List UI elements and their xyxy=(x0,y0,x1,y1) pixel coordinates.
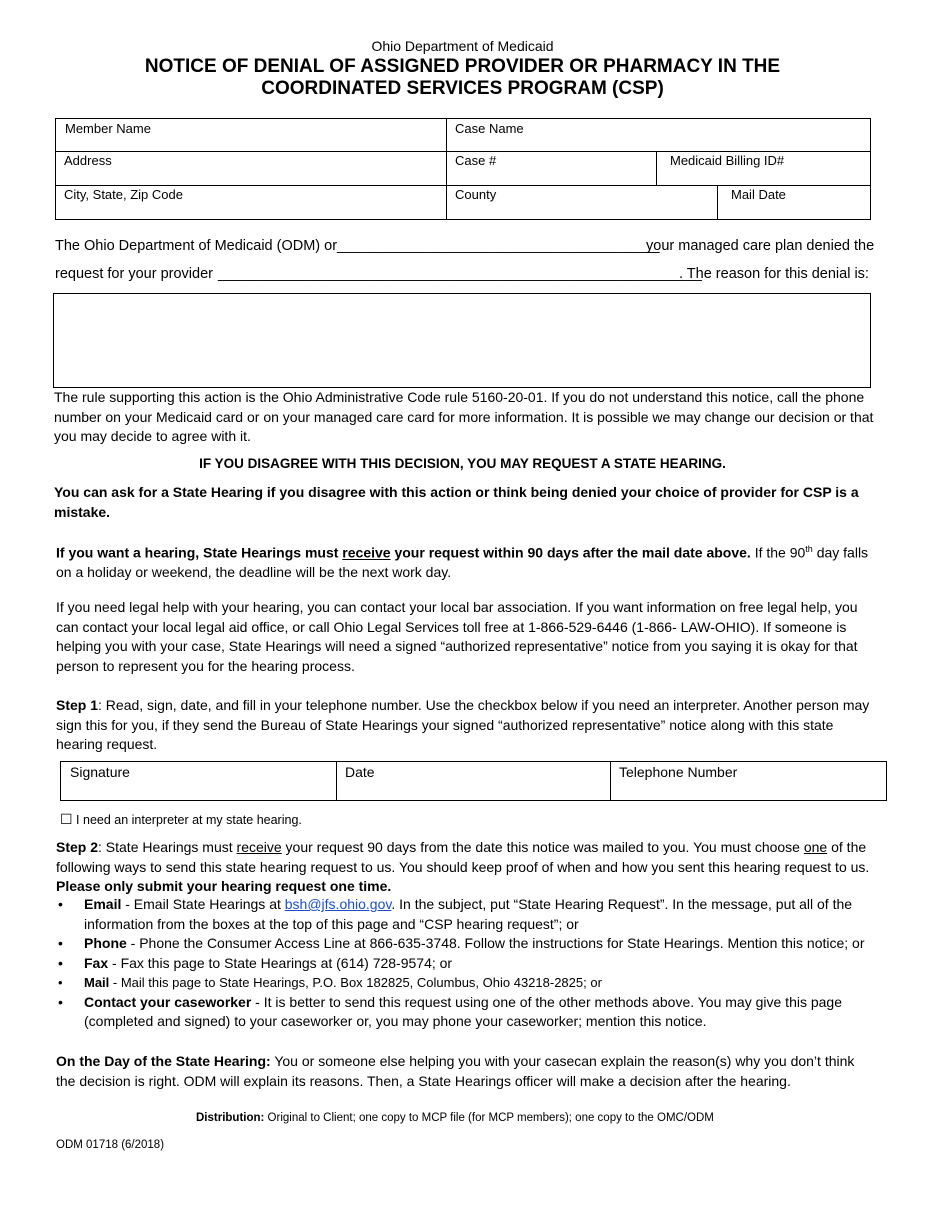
step2-text-a: : State Hearings must xyxy=(98,839,237,855)
bullet-icon: • xyxy=(58,935,63,951)
day-of-hearing-paragraph xyxy=(56,1052,876,1091)
step2-one: one xyxy=(803,839,828,855)
denial-reason-box[interactable] xyxy=(53,293,871,388)
list-item-email xyxy=(56,895,876,934)
step1-text: : Read, sign, date, and fill in your telephone number. Use the checkbox below if you need an interpreter. Another person may sign this for you, if they send the Bureau of State Hearings your signed “authorized representative” notice along with this state hearing request. xyxy=(56,697,870,752)
step2-label: Step 2 xyxy=(56,839,99,855)
denial-line-1-start: The Ohio Department of Medicaid (ODM) or xyxy=(55,238,338,254)
denial-line-2-start: request for your provider xyxy=(55,266,213,282)
disagree-heading: IF YOU DISAGREE WITH THIS DECISION, YOU MAY REQUEST A STATE HEARING. xyxy=(199,456,726,471)
billing-id-field[interactable]: Medicaid Billing ID# xyxy=(670,153,785,168)
list-item-phone xyxy=(56,934,876,954)
legal-help-paragraph: If you need legal help with your hearing, you can contact your local bar association. If you want information on free legal help, you can contact your local legal aid office, or call Ohio Legal Services toll free at 1-866-529-6446 (1-866- LAW-OHIO). If someone is helping you with your case, State Hearings will need a signed “authorized representative” notice from you saying it is okay for that person to represent you for the hearing process. xyxy=(56,599,858,674)
address-field[interactable]: Address xyxy=(64,153,112,168)
member-name-field[interactable]: Member Name xyxy=(65,121,151,136)
step2-bold: Please only submit your hearing request one time. xyxy=(56,878,392,894)
fax-text: - Fax this page to State Hearings at (614) 728-9574; or xyxy=(108,954,453,971)
phone-label: Phone xyxy=(84,935,127,951)
signature-field[interactable]: Signature xyxy=(70,764,130,780)
form-title-line2: COORDINATED SERVICES PROGRAM (CSP) xyxy=(261,78,664,99)
mail-date-field[interactable]: Mail Date xyxy=(731,187,786,202)
distribution-line xyxy=(196,1112,714,1124)
step1-label: Step 1 xyxy=(56,697,99,713)
date-field[interactable]: Date xyxy=(345,764,375,780)
rule-paragraph: The rule supporting this action is the Ohio Administrative Code rule 5160-20-01. If you do not understand this notice, call the phone number on your Medicaid card or on your managed care card for more information. It is possible we may change our decision or that you may decide to agree with it. xyxy=(54,389,874,444)
deadline-paragraph xyxy=(56,540,876,583)
managed-care-plan-blank[interactable]: ________________________________________ xyxy=(337,238,660,254)
deadline-sup: th xyxy=(805,544,813,554)
agency-name: Ohio Department of Medicaid xyxy=(371,38,554,54)
interpreter-label: I need an interpreter at my state hearing. xyxy=(76,813,302,827)
denial-line-2-end: . The reason for this denial is: xyxy=(679,266,869,282)
distribution-text: Original to Client; one copy to MCP file (for MCP members); one copy to the OMC/ODM xyxy=(264,1112,714,1124)
bullet-icon: • xyxy=(58,954,63,971)
county-field[interactable]: County xyxy=(455,187,497,202)
step2-receive: receive xyxy=(236,839,282,855)
email-text-b: . In the subject, put “State Hearing Request”. In the message, put all of the information from the boxes at the top of this page and “CSP hearing request”; or xyxy=(84,896,853,932)
denial-line-1-end: your managed care plan denied the xyxy=(646,238,875,254)
hearing-intro: You can ask for a State Hearing if you disagree with this action or think being denied your choice of provider for CSP is a mistake. xyxy=(54,484,859,520)
telephone-field[interactable]: Telephone Number xyxy=(619,764,738,780)
signature-table xyxy=(60,761,887,801)
list-item-caseworker xyxy=(56,993,876,1032)
bullet-icon: • xyxy=(58,975,63,990)
deadline-normal-a: If the 90 xyxy=(750,544,806,561)
day-of-hearing-text: You or someone else helping you with your casecan explain the reason(s) why you don’t think the decision is right. ODM will explain its reasons. Then, a State Hearings officer will make a decision after the hearing. xyxy=(56,1053,855,1089)
provider-blank[interactable]: ____________________________________________________________ xyxy=(218,266,702,282)
bullet-icon: • xyxy=(58,896,63,912)
city-state-zip-field[interactable]: City, State, Zip Code xyxy=(64,187,183,202)
member-info-table xyxy=(55,118,871,220)
form-number: ODM 01718 (6/2018) xyxy=(56,1139,165,1151)
list-item-fax xyxy=(56,954,876,974)
caseworker-text: - It is better to send this request using one of the other methods above. You may give this page (completed and signed) to your caseworker or, you may phone your caseworker; mention this notice. xyxy=(84,993,842,1029)
case-name-field[interactable]: Case Name xyxy=(455,121,524,136)
list-item-mail xyxy=(56,973,876,993)
deadline-normal-b: day falls on a holiday or weekend, the deadline will be the next work day. xyxy=(56,544,869,581)
step1-paragraph xyxy=(56,696,876,755)
caseworker-label: Contact your caseworker xyxy=(84,993,252,1010)
email-text-a: - Email State Hearings at xyxy=(121,896,285,912)
distribution-label: Distribution: xyxy=(196,1112,265,1124)
deadline-receive: receive xyxy=(342,544,391,561)
interpreter-checkbox[interactable]: ☐ xyxy=(60,811,73,827)
mail-text: - Mail this page to State Hearings, P.O. Box 182825, Columbus, Ohio 43218-2825; or xyxy=(109,975,602,990)
submission-methods-list xyxy=(56,895,876,1032)
case-number-field[interactable]: Case # xyxy=(455,153,497,168)
step2-paragraph xyxy=(56,838,876,897)
mail-label: Mail xyxy=(84,975,110,990)
email-label: Email xyxy=(84,896,122,912)
deadline-bold-a: If you want a hearing, State Hearings must xyxy=(56,544,343,561)
step2-text-c: of the following ways to send this state hearing request to us. You should keep proof of when and how you sent this hearing request to us. xyxy=(56,839,870,875)
fax-label: Fax xyxy=(84,954,109,971)
day-of-hearing-label: On the Day of the State Hearing: xyxy=(56,1053,271,1069)
step2-text-b: your request 90 days from the date this notice was mailed to you. You must choose xyxy=(281,839,804,855)
deadline-bold-b: your request within 90 days after the mail date above. xyxy=(390,544,751,561)
bullet-icon: • xyxy=(58,993,63,1010)
form-title-line1: NOTICE OF DENIAL OF ASSIGNED PROVIDER OR PHARMACY IN THE xyxy=(144,56,781,77)
interpreter-row xyxy=(60,811,302,828)
phone-text: - Phone the Consumer Access Line at 866-635-3748. Follow the instructions for State Hearings. Mention this notice; or xyxy=(126,935,865,951)
email-link[interactable]: bsh@jfs.ohio.gov xyxy=(284,896,392,912)
